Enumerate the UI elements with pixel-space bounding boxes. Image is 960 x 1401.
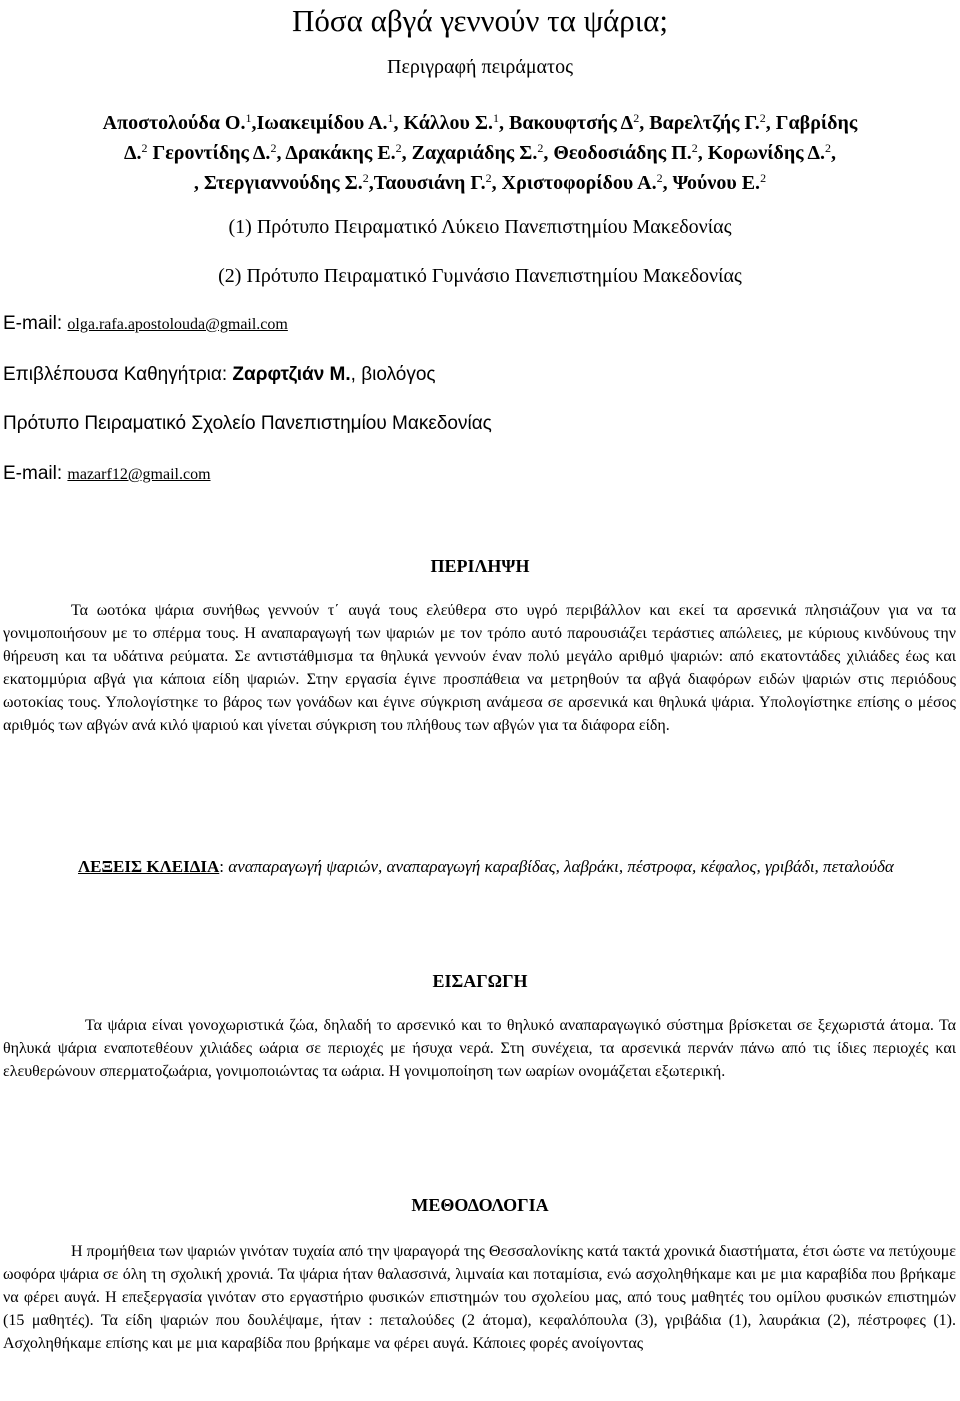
keywords-list: αναπαραγωγή ψαριών, αναπαραγωγή καραβίδας, λαβράκι, πέστροφα, κέφαλος, γριβάδι, πεταλούδα bbox=[228, 857, 894, 876]
contact-email-2 bbox=[3, 460, 211, 489]
email-label: E-mail: bbox=[3, 313, 63, 334]
abstract-heading: ΠΕΡΙΛΗΨΗ bbox=[430, 556, 530, 576]
affiliation-mark: 1 bbox=[387, 111, 394, 125]
email-link[interactable]: mazarf12@gmail.com bbox=[67, 466, 211, 483]
supervisor-prefix: Επιβλέπουσα Καθηγήτρια: bbox=[3, 364, 228, 385]
author-name: ,Ταουσιάνη Γ. bbox=[368, 172, 486, 194]
methodology-text: Η προμήθεια των ψαριών γινόταν τυχαία από την ψαραγορά της Θεσσαλονίκης κατά τακτά χρονικά διαστήματα, έτσι ώστε να πετύχουμε ωοφόρα ψάρια σε όλη τη σχολική χρονιά. Τα ψάρια ήταν θαλασσινά, λιμναία και ποταμίσια, ενώ ασχοληθήκαμε και με μια καραβίδα που βρήκαμε να φέρει αυγά. Η επεξεργασία γινόταν στο εργαστήριο φυσικών επιστημών του σχολείου μας, από τους μαθητές του ομίλου φυσικών επιστημών (15 μαθητές). Τα είδη ψαριών που δουλέψαμε, ήταν : πεταλούδες (2 άτομα), κεφαλόπουλα (3), γριβάδια (1), λαυράκια (2), πέστροφες (1). Ασχοληθήκαμε επίσης και με μια καραβίδα που βρήκαμε να φέρει αυγά. Κάποιες φορές ανοίγοντας bbox=[3, 1243, 956, 1352]
page-title: Πόσα αβγά γεννούν τα ψάρια; bbox=[292, 3, 668, 38]
affiliation-2: (2) Πρότυπο Πειραματικό Γυμνάσιο Πανεπιστημίου Μακεδονίας bbox=[218, 265, 742, 287]
supervisor-name: Ζαρφτζιάν Μ. bbox=[232, 364, 351, 385]
author-initial-split: Δ. bbox=[123, 142, 142, 164]
contact-email-1 bbox=[3, 310, 288, 339]
affiliation-mark: 2 bbox=[395, 141, 402, 155]
affiliation-mark: 2 bbox=[656, 171, 663, 185]
affiliation-mark: 1 bbox=[493, 111, 499, 125]
abstract-text: Τα ωοτόκα ψάρια συνήθως γεννούν τ΄ αυγά τους ελεύθερα στο υγρό περιβάλλον και εκεί τα αρσενικά πλησιάζουν για να τα γονιμοποιήσουν με το σπέρμα τους. Η αναπαραγωγή των ψαριών με τον τρόπο αυτό παρουσιάζει τεράστιες απώλειες, με κύριους κινδύνους την θήρευση και τα υδάτινα ρεύματα. Σε αντιστάθμισμα τα θηλυκά γεννούν έναν πολύ μεγάλο αριθμό ψαριών: από εκατοντάδες χιλιάδες έως και εκατομμύρια αβγά για κάποια είδη ψαριών. Στην εργασία έγινε προσπάθεια να μετρηθούν τα αβγά διαφόρων ειδών ψαριών στις περιόδους ωοτοκίας τους. Υπολογίστηκε το βάρος των γονάδων και έγινε σύγκριση ανάμεσα σε αρσενικά και θηλυκά ψάρια. Υπολογίστηκε επίσης ο μέσος αριθμός των αβγών ανά κιλό ψαριού και γίνεται σύγκριση του πλήθους των αβγών για τα διάφορα είδη. bbox=[3, 602, 956, 734]
affiliation-mark: 2 bbox=[759, 111, 766, 125]
email-link[interactable]: olga.rafa.apostolouda@gmail.com bbox=[67, 316, 288, 333]
affiliation-mark: 2 bbox=[485, 171, 492, 185]
affiliation-mark: 2 bbox=[691, 141, 698, 155]
keywords-label: ΛΕΞΕΙΣ ΚΛΕΙΔΙΑ bbox=[78, 857, 220, 876]
affiliation-mark: 2 bbox=[760, 171, 767, 185]
author-name: , Κορωνίδης Δ. bbox=[697, 142, 826, 164]
methodology-heading: ΜΕΘΟΔΟΛΟΓΙΑ bbox=[411, 1195, 549, 1215]
affiliation-mark: 2 bbox=[825, 141, 832, 155]
keywords-paragraph bbox=[3, 855, 956, 879]
school-name: Πρότυπο Πειραματικό Σχολείο Πανεπιστημίου Μακεδονίας bbox=[3, 413, 492, 434]
author-name: , Θεοδοσιάδης Π. bbox=[543, 142, 692, 164]
affiliation-mark: 2 bbox=[362, 171, 369, 185]
author-name: Αποστολούδα Ο. bbox=[102, 112, 246, 134]
author-name: , Βαρελτζής Γ. bbox=[639, 112, 760, 134]
affiliation-mark: 1 bbox=[245, 111, 252, 125]
author-name: , Δρακάκης Ε. bbox=[276, 142, 396, 164]
supervisor-role: , βιολόγος bbox=[350, 364, 436, 385]
introduction-heading: ΕΙΣΑΓΩΓΗ bbox=[432, 971, 528, 991]
affiliation-mark: 2 bbox=[141, 141, 148, 155]
affiliation-mark: 2 bbox=[537, 141, 544, 155]
email-label: E-mail: bbox=[3, 463, 63, 484]
author-name: , Βακουφτσής Δ bbox=[499, 112, 634, 134]
author-name: , Γαβρίδης bbox=[765, 112, 858, 134]
affiliation-mark: 2 bbox=[633, 111, 640, 125]
author-name: , Ψούνου Ε. bbox=[662, 172, 761, 194]
author-name: , Στεργιαννούδης Σ. bbox=[193, 172, 363, 194]
author-name: Γεροντίδης Δ. bbox=[147, 142, 271, 164]
author-name: , Χριστοφορίδου Α. bbox=[491, 172, 657, 194]
page-subtitle: Περιγραφή πειράματος bbox=[387, 56, 573, 78]
keywords-colon: : bbox=[219, 857, 225, 876]
author-name: ,Ιωακειμίδου Α. bbox=[251, 112, 388, 134]
author-list: Αποστολούδα Ο.$^1$,Ιωακειμίδου Α.$^1$, Κάλλου Σ.$^1$, Βακουφτσής $\Delta^2$, Βαρελτζής Γ.$^2$, Γαβρίδης Δ.$^2$ Γεροντίδης Δ.$^2$, Δρακάκης Ε.$^2$, Ζαχαριάδης Σ.$^2$, Θεοδοσιάδης Π.$^2$, Κορωνίδης Δ.$^2$, , Στεργιαννούδης Σ.$^2$,Ταουσιάνη Γ.$^2$, Χριστοφορίδου Α.$^2$, Ψούνου Ε.$^2$ bbox=[102, 111, 858, 194]
author-name: , Κάλλου Σ. bbox=[393, 112, 493, 134]
author-name: , Ζαχαριάδης Σ. bbox=[401, 142, 538, 164]
affiliation-1: (1) Πρότυπο Πειραματικό Λύκειο Πανεπιστημίου Μακεδονίας bbox=[228, 216, 732, 238]
affiliation-mark: 2 bbox=[270, 141, 277, 155]
supervisor-line bbox=[3, 361, 436, 389]
introduction-text: Τα ψάρια είναι γονοχωριστικά ζώα, δηλαδή το αρσενικό και το θηλυκό αναπαραγωγικό σύστημα βρίσκεται σε ξεχωριστά άτομα. Τα θηλυκά ψάρια εναποτεθέουν χιλιάδες ωάρια σε περιοχές με ήσυχα νερά. Στη συνέχεια, τα αρσενικά περνάν πάνω από τις ίδιες περιοχές και ελευθερώνουν σπερματοζωάρια, γονιμοποιώντας τα ωάρια. Η γονιμοποίηση των ωαρίων ονομάζεται εξωτερική. bbox=[3, 1017, 956, 1080]
